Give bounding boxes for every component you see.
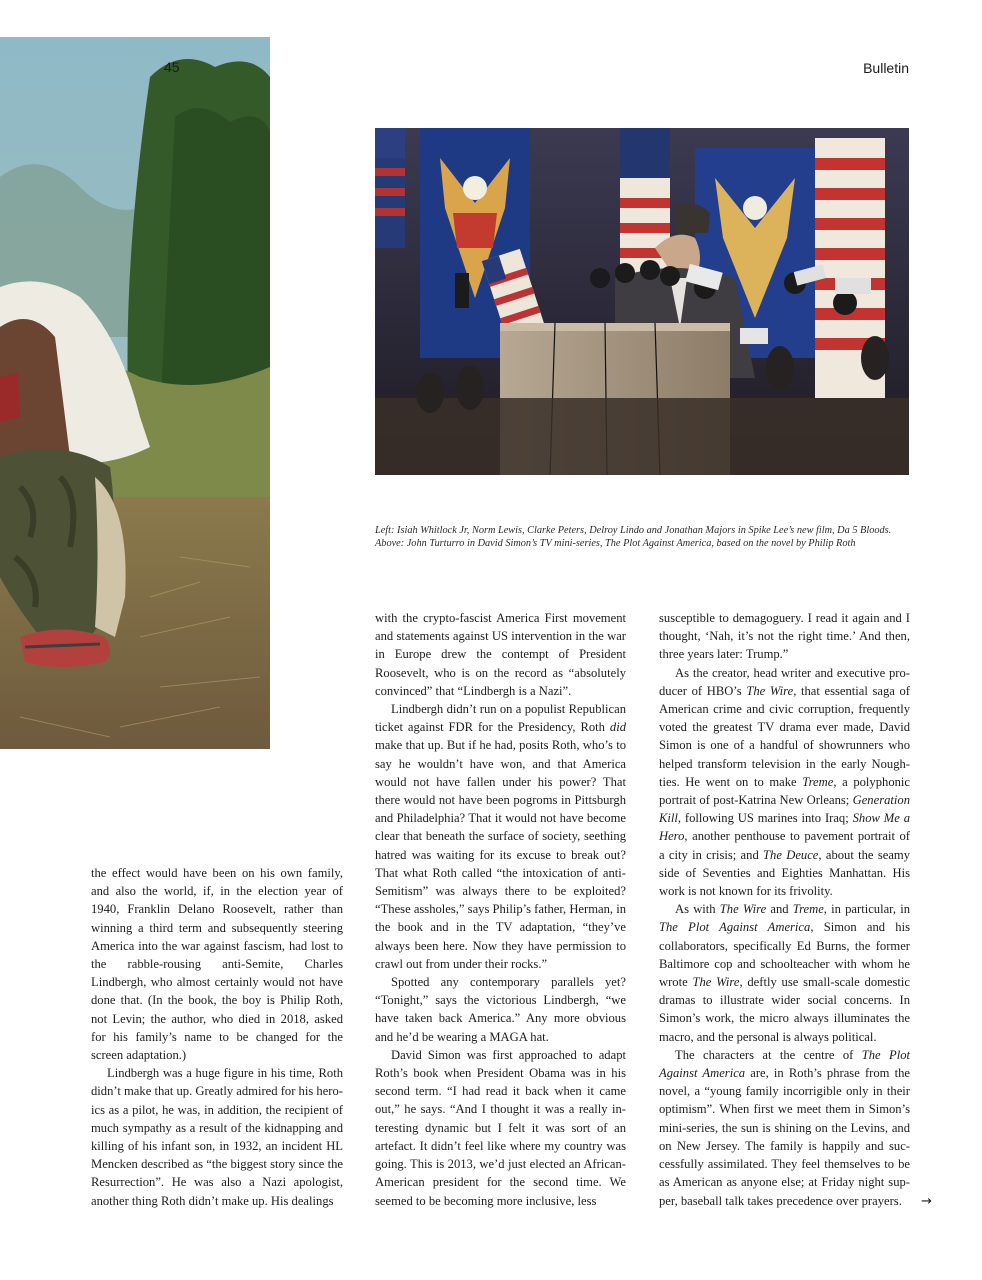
- caption-line-above: Above: John Turturro in David Simon’s TV mini-series, The Plot Against America, based on the novel by Philip Roth: [375, 538, 856, 549]
- paragraph: susceptible to demagoguery. I read it again and I thought, ‘Nah, it’s not the right time.’ And then, three years later: Trump.”: [659, 611, 910, 662]
- continue-arrow-icon: →: [921, 1194, 932, 1209]
- paragraph: Lindbergh didn’t run on a populist Republican ticket against FDR for the Presidency, Roth did make that up. But if he had, posits Roth, who’s to say he wouldn’t have won, and that America would not have fallen under his power? That there would not have been pogroms in Pittsburgh and Philadelphia? That it would not have become clear that beneath the surface of society, seething hatred was waiting for its excuse to break out? That what Roth called “the intoxication of anti-Semitism” was always there to be exploited? “These assholes,” says Philip’s father, Herman, in the book and in the TV adaptation, “they’ve always been here. Now they have permission to crawl out from under their rocks.”: [375, 702, 626, 971]
- article-column-3: [659, 609, 910, 1210]
- article-column-2: [375, 609, 626, 1210]
- page-number: 45: [164, 59, 180, 75]
- photo-caption: [375, 524, 935, 550]
- paragraph: The characters at the centre of The Plot Against America are, in Roth’s phrase from the novel, a “young family incorrigible only in their optimism”. When first we meet them in Simon’s mini-series, the sun is shining on the Levins, and on New Jersey. The family is happily and successfully assimilated. They feel themselves to be as American as anyone else; at Friday night supper, baseball talk takes precedence over prayers.: [659, 1047, 910, 1208]
- paragraph: the effect would have been on his own family, and also the world, if, in the election year of 1940, Franklin Delano Roosevelt, rather than winning a third term and subsequently steering America into the war against fascism, had lost to the rabble-rousing anti-Semite, Charles Lindbergh, who almost certainly would not have done that. (In the book, the boy is Philip Roth, not Levin; the author, who died in 2018, asked for his family’s name to be changed for the screen adaptation.): [91, 866, 343, 1063]
- paragraph: As the creator, head writer and executive producer of HBO’s The Wire, that essential saga of American crime and civic corruption, frequently voted the greatest TV drama ever made, David Simon is one of a handful of showrunners who helped transform television in the early Noughties. He went on to make Treme, a polyphonic portrait of post-Katrina New Orleans; Generation Kill, following US marines into Iraq; Show Me a Hero, another penthouse to pavement portrait of a city in crisis; and The Deuce, about the seamy side of Seventies and Eighties Manhattan. His work is not known for its frivolity.: [659, 665, 911, 899]
- paragraph: Spotted any contemporary parallels yet? “Tonight,” says the victorious Lindbergh, “we have taken back America.” Any more obvious and he’d be wearing a MAGA hat.: [375, 975, 626, 1044]
- section-label: Bulletin: [863, 60, 909, 76]
- article-column-1: [91, 864, 343, 1210]
- jungle-scene-illustration: [0, 37, 270, 749]
- paragraph: Lindbergh was a huge figure in his time, Roth didn’t make that up. Greatly admired for his heroics as a pilot, he was, in addition, the recipient of much sympathy as a result of the kidnapping and killing of his infant son, in 1932, an incident HL Mencken described as “the biggest story since the Resurrection”. He was also a Nazi apologist, another thing Roth didn’t make up. His dealings: [91, 1066, 343, 1208]
- paragraph: David Simon was first approached to adapt Roth’s book when President Obama was in his second term. “I had read it back when it came out,” he says. “And I thought it was a really interesting dynamic but I felt it was sort of an artefact. It didn’t feel like where my country was going. This is 2013, we’d just elected an African-American president for the second time. We seemed to be becoming more inclusive, less: [375, 1047, 626, 1208]
- rally-scene-illustration: [375, 128, 909, 475]
- photo-top-rally: [375, 128, 909, 475]
- paragraph: As with The Wire and Treme, in particular, in The Plot Against America, Simon and his collaborators, specifically Ed Burns, the former Baltimore cop and schoolteacher with whom he wrote The Wire, deftly use small-scale domestic dramas to illustrate wider social concerns. In Simon’s work, the micro always illuminates the macro, and the personal is always political.: [659, 902, 911, 1044]
- paragraph: with the crypto-fascist America First movement and statements against US intervention in the war in Europe drew the contempt of President Roosevelt, who is on the record as “absolutely convinced” that “Lindbergh is a Nazi”.: [375, 611, 626, 698]
- caption-line-left: Left: Isiah Whitlock Jr, Norm Lewis, Clarke Peters, Delroy Lindo and Jonathan Majors in Spike Lee’s new film, Da 5 Bloods.: [375, 525, 892, 536]
- photo-left-jungle: [0, 37, 270, 749]
